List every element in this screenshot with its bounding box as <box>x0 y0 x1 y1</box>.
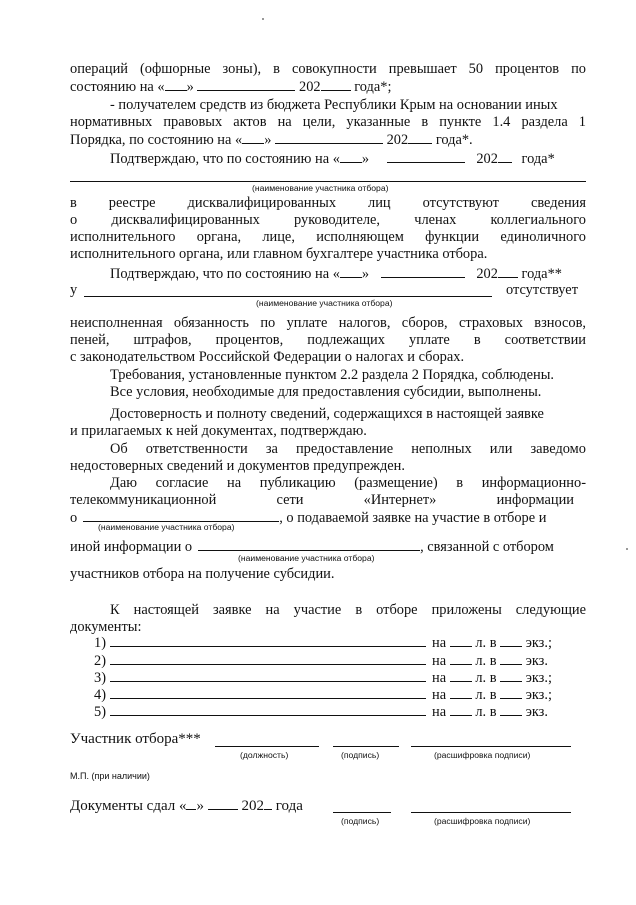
copies-line <box>500 669 522 682</box>
text-line: - получателем средств из бюджета Республики Крым на основании иных <box>110 97 558 113</box>
attachment-title-line <box>110 703 426 716</box>
text-line: Об ответственности за предоставление неполных или заведомо <box>110 441 586 457</box>
attachment-number: 4) <box>94 687 106 703</box>
attachment-sheets: л. в <box>475 704 497 720</box>
scan-speck <box>626 548 628 550</box>
scan-speck <box>262 18 264 20</box>
text-line: недостоверных сведений и документов предупрежден. <box>70 458 405 474</box>
sheets-line <box>450 652 472 665</box>
attachment-sheets: л. в <box>475 653 497 669</box>
attachment-number: 2) <box>94 653 106 669</box>
caption-position: (должность) <box>240 750 289 760</box>
attachment-row <box>94 634 586 652</box>
attachment-on: на <box>432 670 447 686</box>
text-line: Достоверность и полноту сведений, содержащихся в настоящей заявке <box>110 406 544 422</box>
text-line: Подтверждаю, что по состоянию на « » 202 года** <box>110 266 562 282</box>
position-line <box>215 746 319 747</box>
sheets-line <box>450 703 472 716</box>
attachment-on: на <box>432 704 447 720</box>
attachment-copies: экз.; <box>525 635 552 651</box>
text-line: Порядка, по состоянию на « » 202 года*. <box>70 132 473 148</box>
text-line: К настоящей заявке на участие в отборе приложены следующие <box>110 602 586 618</box>
caption: (наименование участника отбора) <box>252 183 389 193</box>
text-line: нормативных правовых актов на цели, указанные в пункте 1.4 раздела 1 <box>70 114 586 130</box>
text-line: Подтверждаю, что по состоянию на « » 202 года* <box>110 151 555 167</box>
text-line: отсутствует <box>506 282 578 298</box>
text-line: в реестре дисквалифицированных лиц отсутствуют сведения <box>70 195 586 211</box>
caption-decode: (расшифровка подписи) <box>434 750 531 760</box>
text-line: телекоммуникационной сети «Интернет» информации <box>70 492 574 508</box>
copies-line <box>500 703 522 716</box>
text-line: о дисквалифицированных руководителе, членах коллегиального <box>70 212 586 228</box>
attachment-title-line <box>110 634 426 647</box>
attachment-row <box>94 669 586 687</box>
sheets-line <box>450 669 472 682</box>
decode-line <box>411 812 571 813</box>
attachment-title-line <box>110 669 426 682</box>
caption-decode: (расшифровка подписи) <box>434 816 531 826</box>
decode-line <box>411 746 571 747</box>
attachment-title-line <box>110 652 426 665</box>
text-line: пеней, штрафов, процентов, подлежащих уплате в соответствии <box>70 332 586 348</box>
caption: (наименование участника отбора) <box>256 298 393 308</box>
attachment-row <box>94 703 586 721</box>
attachment-row <box>94 686 586 704</box>
caption-signature: (подпись) <box>341 816 380 826</box>
attachment-number: 5) <box>94 704 106 720</box>
signature-line <box>333 746 399 747</box>
sheets-line <box>450 686 472 699</box>
text-line: состоянию на « » 202 года*; <box>70 79 392 95</box>
attachment-title-line <box>110 686 426 699</box>
text-line: о , о подаваемой заявке на участие в отборе и <box>70 510 547 526</box>
handed-line: Документы сдал « » 202 года <box>70 798 303 814</box>
text-line: иной информации о , связанной с отбором <box>70 539 554 555</box>
signature-line <box>333 812 391 813</box>
attachment-copies: экз.; <box>525 670 552 686</box>
attachment-number: 1) <box>94 635 106 651</box>
attachment-on: на <box>432 653 447 669</box>
attachment-copies: экз. <box>525 653 548 669</box>
caption: (наименование участника отбора) <box>98 522 235 532</box>
text-line: неисполненная обязанность по уплате налогов, сборов, страховых взносов, <box>70 315 586 331</box>
attachment-number: 3) <box>94 670 106 686</box>
stamp-note: М.П. (при наличии) <box>70 771 150 781</box>
text-line: и прилагаемых к ней документах, подтверждаю. <box>70 423 367 439</box>
attachment-sheets: л. в <box>475 687 497 703</box>
attachment-sheets: л. в <box>475 670 497 686</box>
caption: (наименование участника отбора) <box>238 553 375 563</box>
fill-line-participant <box>84 296 492 297</box>
text-line: Требования, установленные пунктом 2.2 раздела 2 Порядка, соблюдены. <box>110 367 554 383</box>
copies-line <box>500 634 522 647</box>
attachment-copies: экз. <box>525 704 548 720</box>
text-line: исполнительного органа, или главном бухгалтере участника отбора. <box>70 246 488 262</box>
caption-signature: (подпись) <box>341 750 380 760</box>
text-line: операций (офшорные зоны), в совокупности превышает 50 процентов по <box>70 61 586 77</box>
text-line: документы: <box>70 619 142 635</box>
attachment-sheets: л. в <box>475 635 497 651</box>
attachment-row <box>94 652 586 670</box>
attachment-on: на <box>432 687 447 703</box>
text-line: Даю согласие на публикацию (размещение) в информационно- <box>110 475 586 491</box>
text-line: с законодательством Российской Федерации о налогах и сборах. <box>70 349 465 365</box>
attachment-copies: экз.; <box>525 687 552 703</box>
attachment-on: на <box>432 635 447 651</box>
text-line: участников отбора на получение субсидии. <box>70 566 335 582</box>
fill-line-participant <box>70 181 586 182</box>
text-line: Все условия, необходимые для предоставления субсидии, выполнены. <box>110 384 542 400</box>
copies-line <box>500 652 522 665</box>
text-line: у <box>70 282 78 298</box>
copies-line <box>500 686 522 699</box>
sheets-line <box>450 634 472 647</box>
text-line: исполнительного органа, лице, исполняющем функции единоличного <box>70 229 586 245</box>
participant-label: Участник отбора*** <box>70 731 201 747</box>
